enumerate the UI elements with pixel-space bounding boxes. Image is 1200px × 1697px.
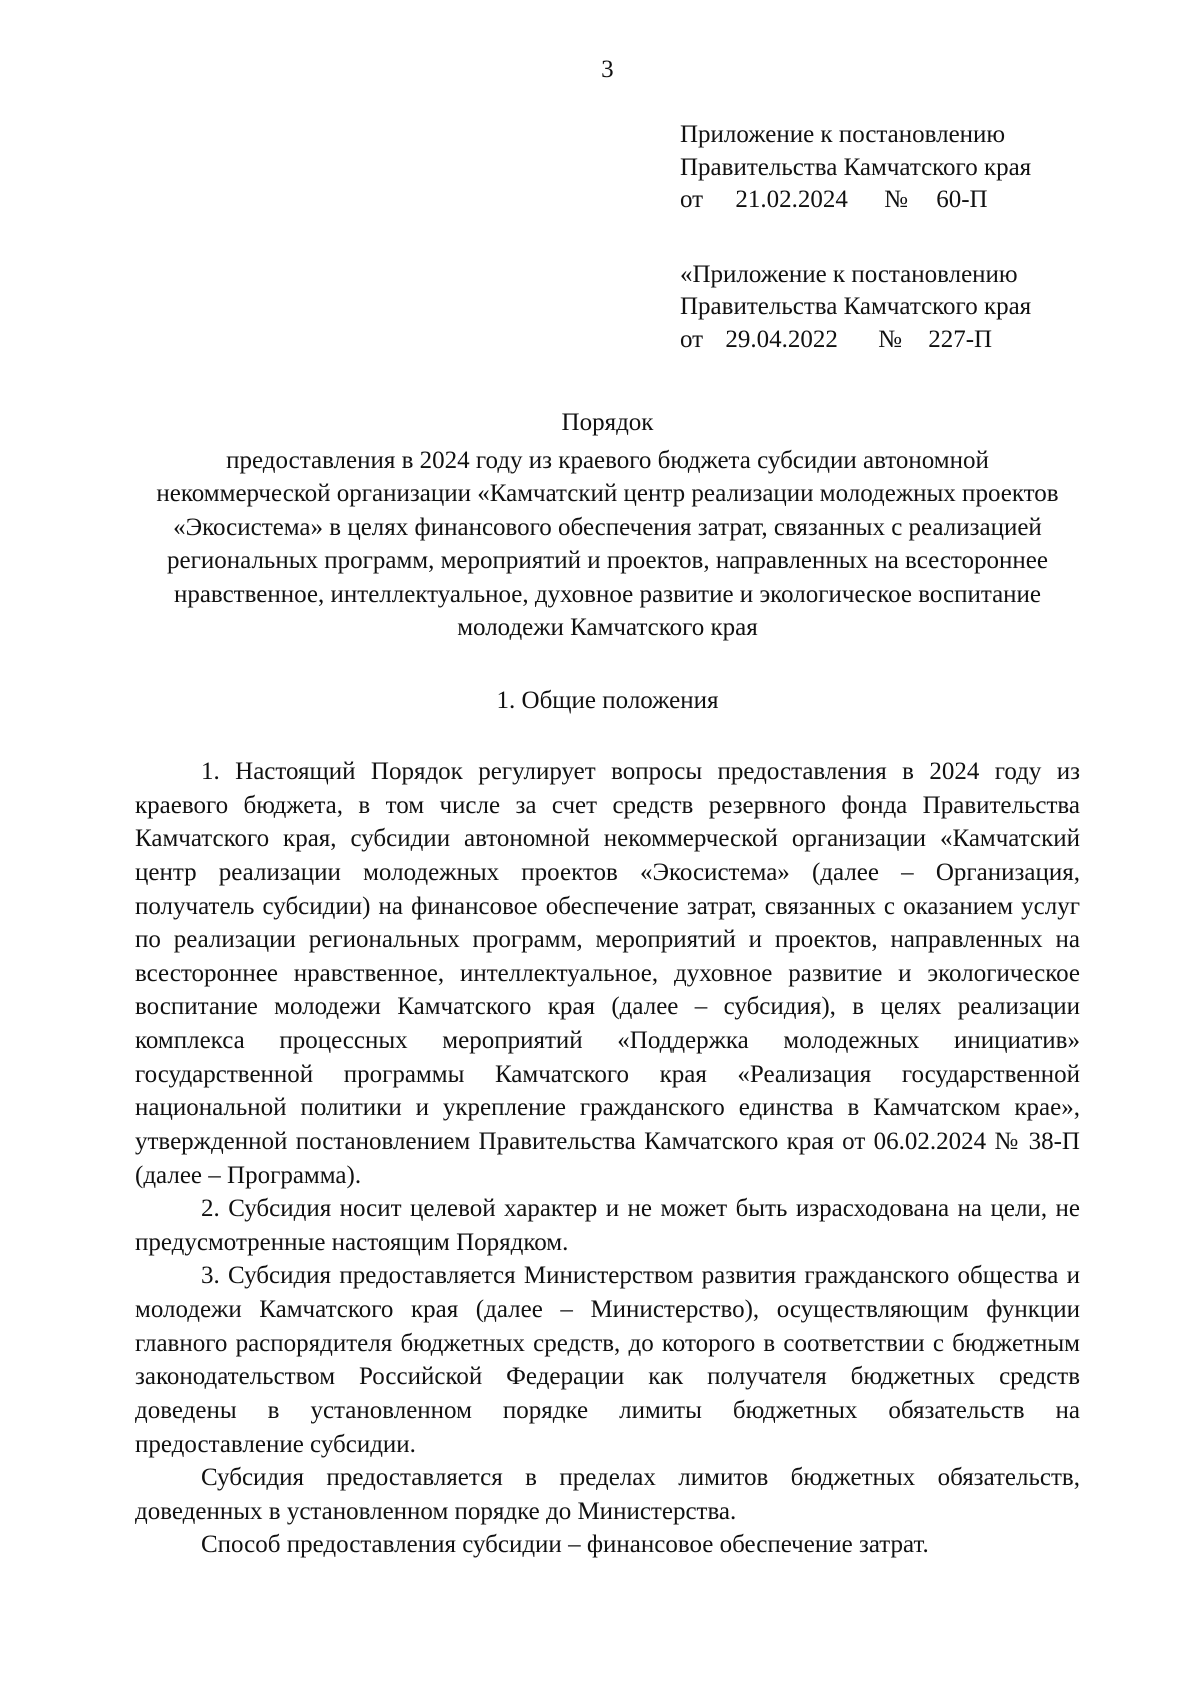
appendix-first-label-ot: от: [680, 186, 704, 213]
paragraph: 2. Субсидия носит целевой характер и не может быть израсходована на цели, не предусмотренные настоящим Порядком.: [135, 1195, 1080, 1256]
appendix-second-line-2: Правительства Камчатского края: [680, 293, 1032, 320]
section-heading: 1. Общие положения: [496, 686, 719, 714]
document-title-body: предоставления в 2024 году из краевого бюджета субсидии автономной некоммерческой организации «Камчатский центр реализации молодежных проектов «Экосистема» в целях финансового обеспечения затрат, связанных с реализацией региональных программ, мероприятий и проектов, направленных на всестороннее нравственное, интеллектуальное, духовное развитие и экологическое воспитание молодежи Камчатского края: [156, 446, 1059, 641]
appendix-second-label-ot: от: [680, 325, 704, 353]
paragraph: Способ предоставления субсидии – финансовое обеспечение затрат.: [201, 1531, 929, 1559]
document-body: [135, 755, 1080, 1562]
appendix-second-line-1: «Приложение к постановлению: [680, 260, 1018, 288]
page-number: 3: [601, 56, 614, 83]
appendix-first-line-1: Приложение к постановлению: [680, 121, 1006, 148]
appendix-second-label-number: №: [878, 325, 902, 353]
appendix-first-date: 21.02.2024: [735, 186, 848, 213]
appendix-first-date-line: [680, 184, 1080, 217]
paragraph: Субсидия предоставляется в пределах лимитов бюджетных обязательств, доведенных в установленном порядке до Министерства.: [135, 1464, 1080, 1525]
appendix-first-number: 60-П: [936, 186, 988, 213]
appendix-second-date: 29.04.2022: [725, 325, 838, 353]
document-title: [135, 406, 1080, 645]
appendix-reference-second: [680, 259, 1080, 357]
document-title-word: Порядок: [561, 409, 654, 436]
appendix-first-label-number: №: [884, 186, 908, 213]
appendix-first-line-2: Правительства Камчатского края: [680, 153, 1032, 181]
appendix-reference-first: [680, 119, 1080, 217]
appendix-second-number: 227-П: [928, 325, 993, 353]
appendix-second-date-line: [680, 324, 1080, 357]
paragraph: 1. Настоящий Порядок регулирует вопросы предоставления в 2024 году из краевого бюджета, в том числе за счет средств резервного фонда Правительства Камчатского края, субсидии автономной некоммерческой организации «Камчатский центр реализации молодежных проектов «Экосистема» (далее – Организация, получатель субсидии) на финансовое обеспечение затрат, связанных с оказанием услуг по реализации региональных программ, мероприятий и проектов, направленных на всестороннее нравственное, интеллектуальное, духовное развитие и экологическое воспитание молодежи Камчатского края (далее – субсидия), в целях реализации комплекса процессных мероприятий «Поддержка молодежных инициатив» государственной программы Камчатского края «Реализация государственной национальной политики и укрепление гражданского единства в Камчатском крае», утвержденной постановлением Правительства Камчатского края от 06.02.2024 № 38-П (далее – Программа).: [135, 758, 1080, 1189]
paragraph: 3. Субсидия предоставляется Министерством развития гражданского общества и молодежи Камчатского края (далее – Министерство), осуществляющим функции главного распорядителя бюджетных средств, до которого в соответствии с бюджетным законодательством Российской Федерации как получателя бюджетных средств доведены в установленном порядке лимиты бюджетных обязательств на предоставление субсидии.: [135, 1262, 1080, 1458]
